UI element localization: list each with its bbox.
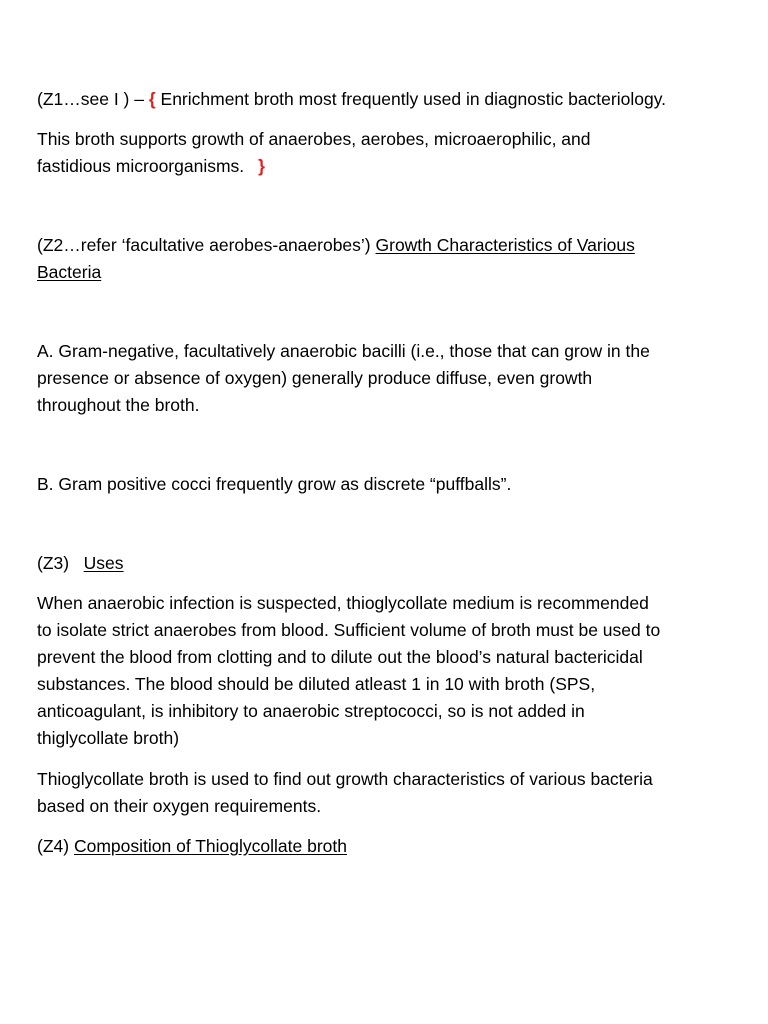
composition-heading: Composition of Thioglycollate broth [73, 836, 347, 856]
paragraph-z1 [37, 86, 666, 113]
paragraph-a-line3: throughout the broth. [37, 395, 200, 415]
paragraph-z2-line2 [37, 259, 101, 286]
paragraph-thio-line2: based on their oxygen requirements. [37, 796, 322, 816]
paragraph-a-line2: presence or absence of oxygen) generally produce diffuse, even growth [37, 368, 593, 388]
document-page [37, 0, 737, 1024]
growth-heading-line2: Bacteria [37, 262, 102, 282]
open-brace: { [148, 89, 156, 109]
paragraph-uses-line3: prevent the blood from clotting and to dilute out the blood’s natural bactericidal [37, 647, 643, 667]
paragraph-z4 [37, 833, 347, 860]
paragraph-a-line1: A. Gram-negative, facultatively anaerobic bacilli (i.e., those that can grow in the [37, 341, 650, 361]
uses-heading: Uses [83, 553, 124, 573]
z4-prefix: (Z4) [37, 836, 74, 856]
z3-prefix: (Z3) [37, 553, 84, 573]
paragraph-b: B. Gram positive cocci frequently grow as discrete “puffballs”. [37, 474, 512, 494]
z1-text: Enrichment broth most frequently used in diagnostic bacteriology. [155, 89, 667, 109]
paragraph-uses-line1: When anaerobic infection is suspected, thioglycollate medium is recommended [37, 593, 649, 613]
paragraph-thio-line1: Thioglycollate broth is used to find out growth characteristics of various bacteria [37, 769, 653, 789]
close-brace: } [258, 156, 265, 176]
paragraph-broth-line2 [37, 153, 265, 180]
z1-prefix: (Z1…see I ) – [37, 89, 149, 109]
paragraph-uses-line6: thiglycollate broth) [37, 728, 180, 748]
growth-heading-line1: Growth Characteristics of Various [375, 235, 635, 255]
broth-line2-text: fastidious microorganisms. [37, 156, 245, 176]
paragraph-z2 [37, 232, 635, 259]
paragraph-uses-line2: to isolate strict anaerobes from blood. Sufficient volume of broth must be used to [37, 620, 661, 640]
paragraph-uses-line5: anticoagulant, is inhibitory to anaerobic streptococci, so is not added in [37, 701, 585, 721]
z2-prefix: (Z2…refer ‘facultative aerobes-anaerobes’) [37, 235, 376, 255]
paragraph-z3 [37, 550, 124, 577]
paragraph-broth-line1: This broth supports growth of anaerobes, aerobes, microaerophilic, and [37, 129, 591, 149]
paragraph-uses-line4: substances. The blood should be diluted atleast 1 in 10 with broth (SPS, [37, 674, 596, 694]
